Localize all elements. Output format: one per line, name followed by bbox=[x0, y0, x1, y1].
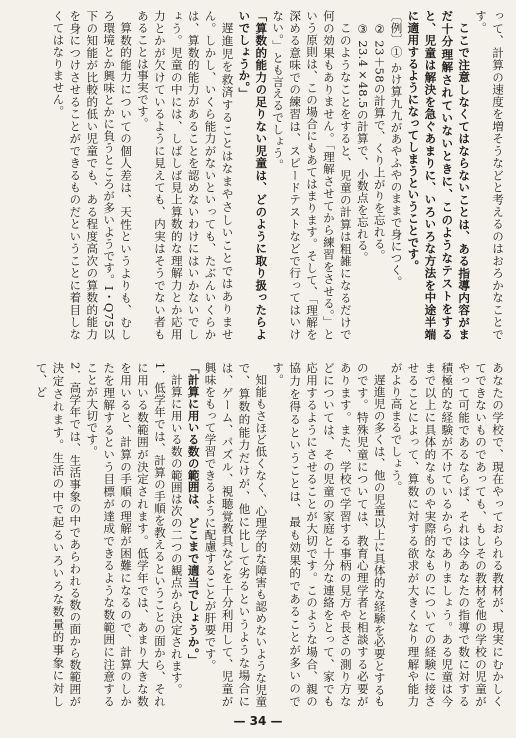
paragraph-emphasis: ここで注意しなくてはならないことは、ある指導内容がまだ十分理解されていないときに、このようなテストをすると、児童は解決を急ぐあまりに、いろいろな方法を中途半端に適用するようになってしまうということです。 bbox=[406, 10, 472, 340]
section-heading: 「計算に用いる数の範囲は、どこまで適当でしょうか。」 bbox=[186, 362, 201, 666]
upper-text-block bbox=[10, 10, 506, 340]
section-heading: 「算数的能力の足りない児童は、どのように取り扱ったらよいでしょうか。」 bbox=[237, 10, 269, 340]
page-number: — 34 — bbox=[233, 714, 283, 728]
example-line: ③ 23.4×48.5の計算で、小数点を忘れる。 bbox=[355, 21, 370, 263]
paragraph: 計算に用いる数の範囲は次の二つの観点から決定されます。 bbox=[169, 373, 184, 695]
paragraph: って、計算の速度を増そうなどと考えるのはおろかなことです。 bbox=[474, 10, 505, 340]
example-line: 〔例〕① かけ算九九があやふやのままで身につく。 bbox=[389, 10, 404, 288]
list-item: 2．高学年では、生活事象の中であらわれる数の面から数範囲が決定されます。生活の中で起るいろいろな数量的事象に対して、ど bbox=[34, 362, 83, 707]
upper-vertical-text bbox=[10, 10, 506, 340]
paragraph: このようなことをすると、児童の計算は粗雑になるだけで何の効果もありません。「理解させてから練習をさせる。」という原則は、この場合にもあてはまります。そして、「理解を深める意味での練習は、スピードテストなどで行ってはいけない。」とも言えるでしょう。 bbox=[271, 10, 353, 340]
paragraph: 算数的能力についての個人差は、天性というよりも、むしろ環境とか興味とかに負うところが多いようです。I・Q75以下の知能が比較的低い児童でも、ある程度高次の算数的能力を身につけさせることができるものだということに着目しなくてはなりません。 bbox=[51, 10, 134, 340]
lower-vertical-text bbox=[10, 362, 506, 707]
example-line: ② 23＋58の計算で、くり上がりを忘れる。 bbox=[372, 21, 387, 261]
paragraph: 遅進児を救済することはなまやさしいことではありません。しかし、いくら能力がないといっても、たぶんいくらかは、算数的能力があることを認めないわけにはいかないでしょう。児童の中には、しばしば見上算数的な理解力とか応用力とかが欠けているように見えても、内実はそうでない者もあることは事実です。 bbox=[135, 10, 235, 340]
paragraph: 知能もさほど低くなく、心理学的な障害も認めないような児童で、算数的能力だけが、他に比して劣るというような場合には、ゲーム、パズル、視聴覚教具などを十分利用して、児童が興味をもって学習できるように配慮することが肝要です。 bbox=[203, 362, 269, 707]
paragraph: あなたの学校で、現在やっておられる教材が、現実にむかしくてできないものであっても、もしその教材を他の学校の児童がやって可能であるならば、それは今あなたの指導で数に対する積極的な経験が不けているからでありましょう。ある児童は今まで以上に具体的なものや実際的なものについての経験に接させることによって、算数に対する欲求が大きくなり理解や能力がより高まるでしょう。 bbox=[389, 362, 505, 707]
paragraph: 遅進児の多くは、他の児童以上に具体的な経験を必要とするものです。特殊児童については、教育心理学者と相談する必要があります。また、学校で学習する事柄の見方や長さの測り方などについては、その児童の家庭と十分な連絡をとって、家でも応用するようにさせることが大切です。このような場合、親の協力を得るということは、最も効果的であることが多いのです。 bbox=[271, 362, 387, 707]
list-item: 1．低学年では、計算の手順を教えるということの面から、それに用いる数範囲が決定されます。低学年では、あまり大きな数を用いると、計算の手順の理解が困難になるので、計算のしかたを理解するという目標が達成できるような数範囲に注意することが大切です。 bbox=[85, 362, 167, 707]
lower-text-block bbox=[10, 362, 506, 707]
